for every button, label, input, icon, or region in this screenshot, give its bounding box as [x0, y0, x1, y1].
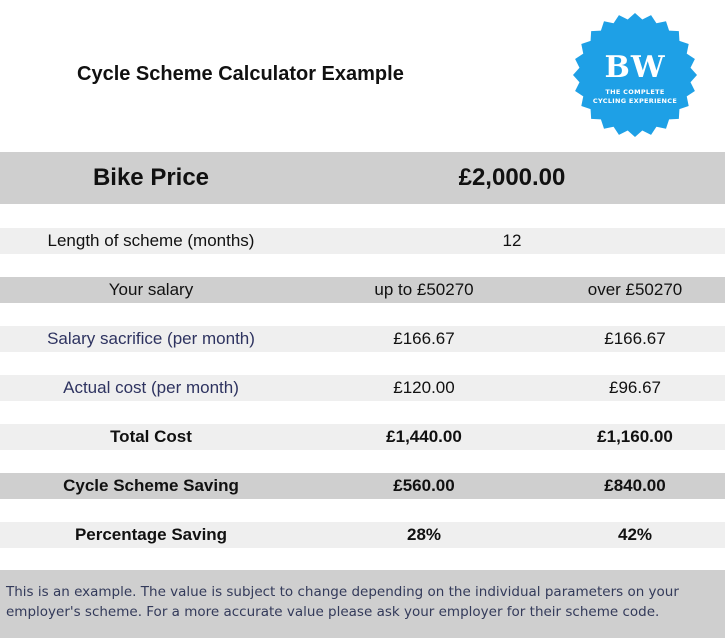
- sacrifice-row: [0, 326, 725, 352]
- disclaimer-note: This is an example. The value is subject to change depending on the individual parameters on your employer's scheme. For a more accurate value please ask your employer for their scheme code.: [0, 570, 725, 638]
- actual-col1: £120.00: [393, 378, 455, 397]
- total-col2: £1,160.00: [597, 427, 673, 446]
- total-label: Total Cost: [110, 427, 192, 446]
- saving-row: [0, 473, 725, 499]
- length-value: 12: [502, 231, 522, 250]
- saving-label: Cycle Scheme Saving: [63, 476, 239, 495]
- length-label: Length of scheme (months): [47, 231, 255, 250]
- percentage-col2: 42%: [617, 525, 653, 544]
- bike-price-label: Bike Price: [92, 164, 210, 191]
- sacrifice-col1: £166.67: [393, 329, 455, 348]
- total-col1: £1,440.00: [386, 427, 462, 446]
- percentage-row: [0, 522, 725, 548]
- logo-initials: BW: [604, 50, 666, 85]
- actual-label: Actual cost (per month): [63, 378, 239, 397]
- salary-label: Your salary: [108, 280, 194, 299]
- total-row: [0, 424, 725, 450]
- bike-price-value: £2,000.00: [458, 164, 566, 191]
- page-title: Cycle Scheme Calculator Example: [77, 63, 404, 85]
- salary-col1: up to £50270: [374, 280, 474, 299]
- saving-col1: £560.00: [393, 476, 455, 495]
- salary-col2: over £50270: [587, 280, 683, 299]
- logo-tagline-line2: CYCLING EXPERIENCE: [592, 97, 678, 105]
- length-row: [0, 228, 725, 254]
- sacrifice-label: Salary sacrifice (per month): [47, 329, 255, 348]
- logo-tagline-line1: THE COMPLETE: [605, 88, 665, 96]
- saving-col2: £840.00: [604, 476, 666, 495]
- bike-price-row: [0, 152, 725, 204]
- actual-row: [0, 375, 725, 401]
- sacrifice-col2: £166.67: [604, 329, 666, 348]
- percentage-col1: 28%: [406, 525, 442, 544]
- salary-row: [0, 277, 725, 303]
- percentage-label: Percentage Saving: [74, 525, 228, 544]
- actual-col2: £96.67: [609, 378, 661, 397]
